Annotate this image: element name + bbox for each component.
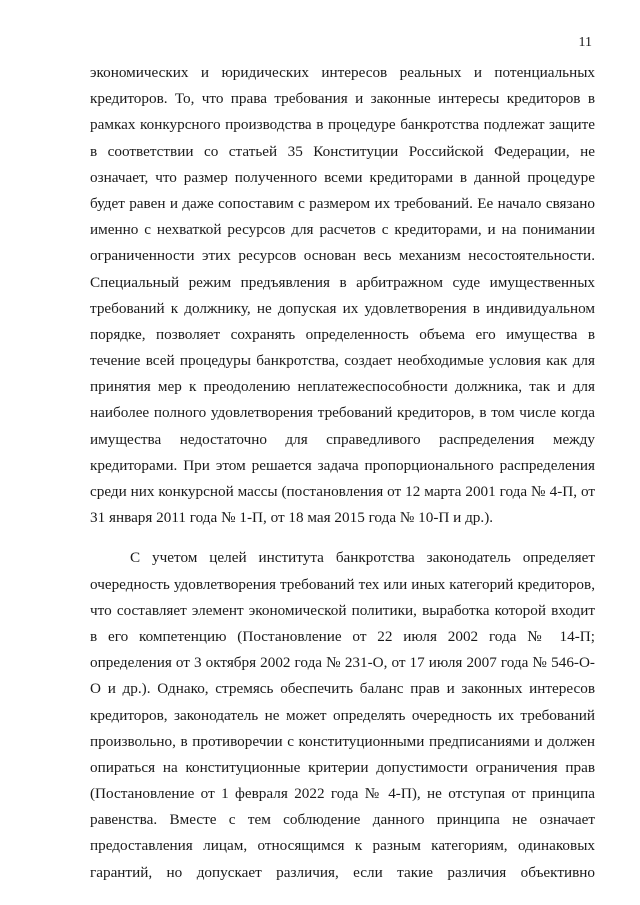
text-line: требований к должнику, не допуская их удовлетворения в индивидуальном [90, 299, 595, 317]
text-line: именно с нехваткой ресурсов для расчетов с кредиторами, и на понимании [90, 221, 595, 239]
text-line: кредиторами. При этом решается задача пропорционального распределения [90, 456, 595, 474]
paragraph-2 [90, 545, 595, 885]
text-line: имущества недостаточно для справедливого распределения между [90, 430, 595, 448]
text-line: Специальный режим предъявления в арбитражном суде имущественных [90, 273, 595, 291]
text-line: кредиторов, законодатель не может определять очередность их требований [90, 706, 595, 724]
text-line: рамках конкурсного производства в процедуре банкротства подлежат защите [90, 116, 595, 134]
text-line: ограниченности этих ресурсов основан весь механизм несостоятельности. [90, 247, 595, 265]
text-line: принятия мер к преодолению неплатежеспособности должника, так и для [90, 378, 595, 396]
page-number: 11 [578, 35, 592, 50]
text-line: очередность удовлетворения требований тех или иных категорий кредиторов, [90, 575, 595, 593]
text-line: среди них конкурсной массы (постановления от 12 марта 2001 года № 4-П, от [90, 483, 595, 500]
text-line: в его компетенцию (Постановление от 22 июля 2002 года № 14-П; [90, 627, 595, 645]
text-line: определения от 3 октября 2002 года № 231-О, от 17 июля 2007 года № 546-О- [90, 654, 595, 672]
text-line: опираться на конституционные критерии допустимости ограничения прав [90, 758, 595, 776]
text-line: гарантий, но допускает различия, если такие различия объективно [90, 863, 595, 881]
text-line: предоставления лицам, относящимся к разным категориям, одинаковых [90, 837, 595, 855]
text-line: течение всей процедуры банкротства, создает необходимые условия как для [90, 352, 595, 370]
text-line: будет равен и даже сопоставим с размером их требований. Ее начало связано [90, 194, 595, 212]
text-line: порядке, позволяет сохранять определенность объема его имущества в [90, 325, 595, 343]
body-text [90, 60, 595, 886]
text-line: экономических и юридических интересов реальных и потенциальных [90, 64, 595, 81]
text-line: равенства. Вместе с тем соблюдение данного принципа не означает [90, 811, 595, 829]
text-line: означает, что размер полученного всеми кредиторами в данной процедуре [90, 168, 595, 186]
text-line: что составляет элемент экономической политики, выработка которой входит [90, 601, 595, 619]
paragraph-1 [90, 60, 595, 531]
text-line: наиболее полного удовлетворения требований кредиторов, в том числе когда [90, 404, 595, 422]
text-line: кредиторов. То, что права требования и законные интересы кредиторов в [90, 90, 595, 108]
text-line: С учетом целей института банкротства законодатель определяет [130, 549, 595, 567]
text-line: произвольно, в противоречии с конституционными предписаниями и должен [90, 732, 595, 750]
text-line: (Постановление от 1 февраля 2022 года № 4-П), не отступая от принципа [90, 785, 595, 803]
text-line: в соответствии со статьей 35 Конституции Российской Федерации, не [90, 142, 595, 160]
text-line: О и др.). Однако, стремясь обеспечить баланс прав и законных интересов [90, 680, 595, 698]
text-line: 31 января 2011 года № 1-П, от 18 мая 2015 года № 10-П и др.). [90, 509, 494, 527]
